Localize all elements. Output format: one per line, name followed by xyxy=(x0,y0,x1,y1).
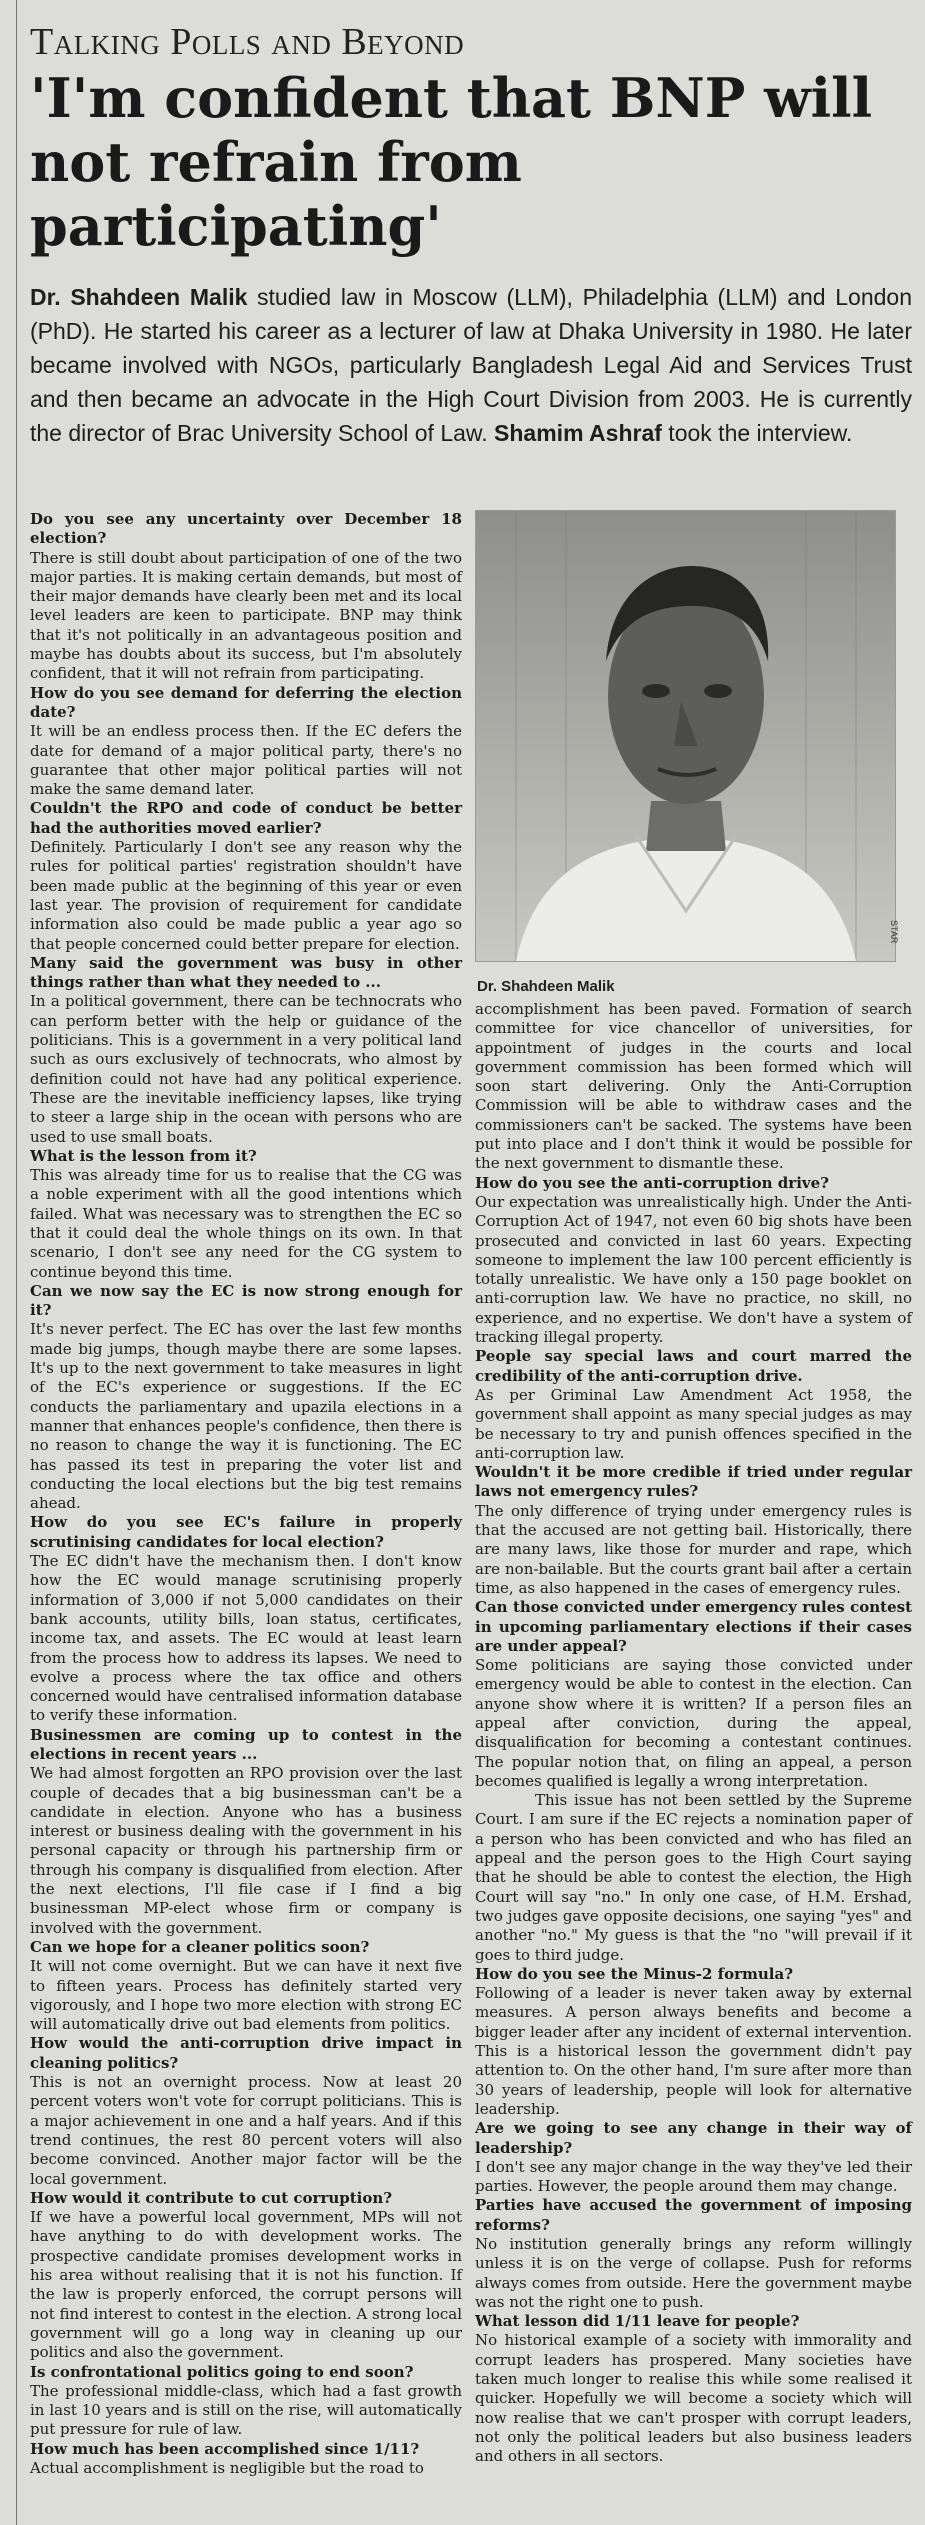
interview-question: How would the anti-corruption drive impact in cleaning politics? xyxy=(30,2034,462,2072)
interview-question: Can those convicted under emergency rules contest in upcoming parliamentary elections if their cases are under appeal? xyxy=(475,1598,912,1655)
interview-answer: We had almost forgotten an RPO provision over the last couple of decades that a big businessman can't be a candidate in election. Anyone who has a business interest or business dealing with the government in his personal capacity or through his partnership firm or through his company is disqualified from election. After the next elections, I'll file case if I find a big businessman MP-elect whose firm or company is involved with the government. xyxy=(30,1764,462,1937)
article-header xyxy=(30,22,910,258)
interview-answer: There is still doubt about participation of one of the two major parties. It is making certain demands, but most of their major demands have clearly been met and its local level leaders are keen to participate. BNP may think that it's not politically in an advantageous position and maybe has doubts about its success, but I'm absolutely confident, that it will not refrain from participating. xyxy=(30,548,462,683)
interview-question: People say special laws and court marred the credibility of the anti-corruption drive. xyxy=(475,1347,912,1385)
intro-subject-name: Dr. Shahdeen Malik xyxy=(30,284,248,310)
interview-answer: This issue has not been settled by the Supreme Court. I am sure if the EC rejects a nomination paper of a person who has been convicted and who has filed an appeal and the person goes to the High Court saying that he should be able to contest the election, the High Court will say "no." In only one case, of H.M. Ershad, two judges gave opposite decisions, one saying "yes" and another "no." My guess is that the "no "will prevail if it goes to third judge. xyxy=(475,1791,912,1964)
interview-question: Are we going to see any change in their way of leadership? xyxy=(475,2119,912,2157)
interview-question: Businessmen are coming up to contest in the elections in recent years ... xyxy=(30,1725,462,1763)
interview-question: How much has been accomplished since 1/11? xyxy=(30,2439,420,2458)
interview-answer: If we have a powerful local government, MPs will not have anything to do with development works. The prospective candidate promises development works in his area without realising that it is not his function. If the law is properly enforced, the corrupt persons will not find interest to contest in the election. A strong local government will go a long way in cleaning up our politics and also the government. xyxy=(30,2208,462,2362)
interview-answer: This is not an overnight process. Now at least 20 percent voters won't vote for corrupt politicians. This is a major achievement in one and a half years. And if this trend continues, the rest 80 percent voters will also become convinced. Another major factor will be the local government. xyxy=(30,2073,462,2188)
photo-caption: Dr. Shahdeen Malik xyxy=(477,978,615,995)
interview-answer: This was already time for us to realise that the CG was a noble experiment with all the good intentions which failed. What was necessary was to strengthen the EC so that it could deal the whole things on its own. In that scenario, I don't see any need for the CG system to continue beyond this time. xyxy=(30,1166,462,1281)
portrait-photo xyxy=(475,510,896,962)
section-kicker: Talking Polls and Beyond xyxy=(30,21,465,63)
interview-answer: The professional middle-class, which had a fast growth in last 10 years and is still on the rise, will automatically put pressure for rule of law. xyxy=(30,2381,462,2439)
adjacent-column-edge xyxy=(0,0,17,2525)
interview-question: Do you see any uncertainty over December 18 election? xyxy=(30,510,462,548)
photo-credit: STAR xyxy=(889,920,899,944)
interview-question: How do you see demand for deferring the election date? xyxy=(30,683,462,721)
article-column-left xyxy=(30,510,462,2478)
article-column-right xyxy=(475,1000,912,2467)
interview-question: How do you see the Minus-2 formula? xyxy=(475,1964,794,1983)
interview-answer: accomplishment has been paved. Formation of search committee for vice chancellor of universities, for appointment of judges in the courts and local government commission has been formed which will soon start delivering. Only the Anti-Corruption Commission will be able to withdraw cases and the commissioners can't be sacked. The systems have been put into place and I don't think it would be possible for the next government to dismantle these. xyxy=(475,1000,912,1173)
interview-question: How do you see EC's failure in properly scrutinising candidates for local election? xyxy=(30,1513,462,1551)
interview-question: How do you see the anti-corruption drive? xyxy=(475,1173,829,1192)
interview-question: What is the lesson from it? xyxy=(30,1146,257,1165)
interview-answer: It's never perfect. The EC has over the last few months made big jumps, though maybe there are some lapses. It's up to the next government to take measures in light of the EC's experience or suggestions. If the EC conducts the parliamentary and upazila elections in a manner that enhances people's confidence, then there is no reason to change the way it is functioning. The EC has passed its test in preparing the voter list and conducting the local elections but the big test remains ahead. xyxy=(30,1320,462,1513)
interview-question: Can we now say the EC is now strong enough for it? xyxy=(30,1281,462,1320)
interview-question: Wouldn't it be more credible if tried under regular laws not emergency rules? xyxy=(475,1463,912,1501)
interview-answer: The EC didn't have the mechanism then. I don't know how the EC would manage scrutinising properly information of 3,000 if not 5,000 candidates on their bank accounts, utility bills, loan status, certificates, income tax, and assets. The EC would at least learn from the process how to address its lapses. We need to evolve a process where the tax office and others concerned would have centralised information database to verify these information. xyxy=(30,1552,462,1725)
intro-text: studied law in Moscow (LLM), Philadelphia (LLM) and London (PhD). He started his career as a lecturer of law at Dhaka University in 1980. He later became involved with NGOs, particularly Bangladesh Legal Aid and Services Trust and then became an advocate in the High Court Division from 2003. He is currently the director of Brac University School of Law. xyxy=(30,284,912,446)
interview-answer: The only difference of trying under emergency rules is that the accused are not getting bail. Historically, there are many laws, like those for murder and rape, which are non-bailable. But the courts grant bail after a certain time, as also happened in the cases of emergency rules. xyxy=(475,1501,912,1597)
interview-answer: Some politicians are saying those convicted under emergency would be able to contest in the election. Can anyone show where it is written? If a person files an appeal after conviction, during the appeal, disqualification for becoming a contestant continues. The popular notion that, on filing an appeal, a person becomes qualified is legally a wrong interpretation. xyxy=(475,1656,912,1790)
interview-answer: In a political government, there can be technocrats who can perform better with the help or guidance of the politicians. This is a government in a very political land such as ours exclusively of technocrats, who almost by definition could not have had any political experience. These are the inevitable inefficiency lapses, like trying to steer a large ship in the ocean with persons who are used to use small boats. xyxy=(30,992,462,1146)
interview-question: What lesson did 1/11 leave for people? xyxy=(475,2312,800,2331)
intro-interviewer-name: Shamim Ashraf xyxy=(494,420,662,446)
intro-tail: took the interview. xyxy=(661,420,853,446)
headline: 'I'm confident that BNP will not refrain from participating' xyxy=(30,66,873,258)
interview-answer: Our expectation was unrealistically high. Under the Anti-Corruption Act of 1947, not even 60 big shots have been prosecuted and convicted in last 60 years. Expecting someone to implement the law 100 percent efficiently is totally unrealistic. We have only a 150 page booklet on anti-corruption law. We have no practice, no skill, no experience, and no expertise. We don't have a system of tracking illegal property. xyxy=(475,1192,912,1347)
interview-question: Can we hope for a cleaner politics soon? xyxy=(30,1937,370,1956)
interview-question: Is confrontational politics going to end soon? xyxy=(30,2362,414,2381)
interview-answer: As per Griminal Law Amendment Act 1958, the government shall appoint as many special judges as may be necessary to try and punish offences specified in the anti-corruption law. xyxy=(475,1385,912,1462)
interview-answer: It will be an endless process then. If the EC defers the date for demand of a major political party, there's no guarantee that other major political parties will not make the same demand later. xyxy=(30,722,462,799)
interview-answer: I don't see any major change in the way they've led their parties. However, the people around them may change. xyxy=(475,2157,912,2196)
interview-answer: Definitely. Particularly I don't see any reason why the rules for political parties' registration shouldn't have been made public at the beginning of this year or even last year. The provision of requirement for candidate information also could be made public a year ago so that people concerned could better prepare for election. xyxy=(30,838,462,953)
interview-answer: Actual accomplishment is negligible but the road to xyxy=(30,2458,424,2477)
interview-question: Many said the government was busy in other things rather than what they needed to ... xyxy=(30,953,462,992)
interview-question: How would it contribute to cut corruption? xyxy=(30,2188,393,2207)
intro-paragraph xyxy=(30,280,912,450)
interview-answer: It will not come overnight. But we can have it next five to fifteen years. Process has definitely started very vigorously, and I hope two more election with strong EC will automatically drive out bad elements from politics. xyxy=(30,1957,462,2034)
interview-question: Parties have accused the government of imposing reforms? xyxy=(475,2196,912,2234)
interview-answer: No institution generally brings any reform willingly unless it is on the verge of collapse. Push for reforms always comes from outside. Here the government maybe was not the right one to push. xyxy=(475,2235,912,2311)
interview-question: Couldn't the RPO and code of conduct be better had the authorities moved earlier? xyxy=(30,799,462,837)
interview-answer: Following of a leader is never taken away by external measures. A person always benefits and become a bigger leader after any incident of external intervention. This is a historical lesson the government didn't pay attention to. On the other hand, I'm sure after more than 30 years of leadership, people will look for alternative leadership. xyxy=(475,1984,912,2118)
portrait-illustration xyxy=(476,511,895,961)
interview-answer: No historical example of a society with immorality and corrupt leaders has prospered. Many societies have taken much longer to realise this while some realised it quicker. Hopefully we will become a society which will now realise that we can't prosper with corrupt leaders, not only the political leaders but also business leaders and others in all sectors. xyxy=(475,2331,912,2466)
